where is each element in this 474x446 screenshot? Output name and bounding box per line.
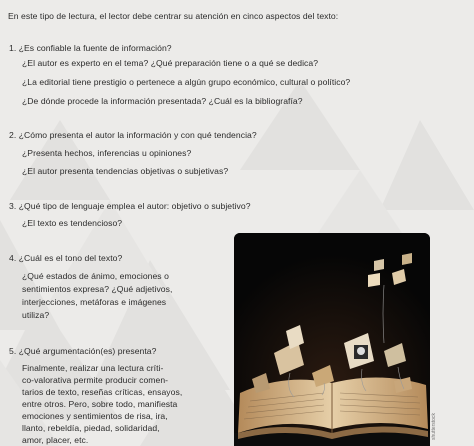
question-2-sub-1: ¿Presenta hechos, inferencias u opiniones? <box>22 148 192 158</box>
question-5-line-6: llanto, rebeldía, piedad, solidaridad, <box>22 423 160 433</box>
question-5-line-7: amor, placer, etc. <box>22 435 89 445</box>
question-5-line-2: co-valorativa permite producir comen- <box>22 375 169 385</box>
question-2-title: 2. ¿Cómo presenta el autor la información y con qué tendencia? <box>9 130 257 140</box>
question-4-line-4: utiliza? <box>22 310 50 320</box>
question-5-line-3: tarios de texto, reseñas críticas, ensayos, <box>22 387 183 397</box>
question-5-title: 5. ¿Qué argumentación(es) presenta? <box>9 346 157 356</box>
question-3-title: 3. ¿Qué tipo de lenguaje emplea el autor: objetivo o subjetivo? <box>9 201 251 211</box>
question-1-sub-2: ¿La editorial tiene prestigio o pertenece a algún grupo económico, cultural o político? <box>22 77 351 87</box>
question-5-line-4: entre otros. Pero, sobre todo, manifiesta <box>22 399 178 409</box>
question-1-sub-1: ¿El autor es experto en el tema? ¿Qué preparación tiene o a qué se dedica? <box>22 58 319 68</box>
open-book-photo <box>234 233 430 446</box>
question-5-line-1: Finalmente, realizar una lectura críti- <box>22 363 164 373</box>
question-5-line-5: emociones y sentimientos de risa, ira, <box>22 411 168 421</box>
question-1-sub-3: ¿De dónde procede la información presentada? ¿Cuál es la bibliografía? <box>22 96 303 106</box>
question-3-sub-1: ¿El texto es tendencioso? <box>22 218 123 228</box>
question-4-title: 4. ¿Cuál es el tono del texto? <box>9 253 123 263</box>
question-4-line-1: ¿Qué estados de ánimo, emociones o <box>22 271 169 281</box>
intro-text: En este tipo de lectura, el lector debe centrar su atención en cinco aspectos del texto: <box>8 11 339 21</box>
question-4-line-3: interjecciones, metáforas e imágenes <box>22 297 167 307</box>
question-1-title: 1. ¿Es confiable la fuente de información? <box>9 43 172 53</box>
open-book-illustration <box>234 233 430 446</box>
question-4-line-2: sentimientos expresa? ¿Qué adjetivos, <box>22 284 173 294</box>
book-right-page <box>332 377 428 429</box>
image-credit: shutterstock <box>431 413 437 440</box>
question-2-sub-2: ¿El autor presenta tendencias objetivas o subjetivas? <box>22 166 229 176</box>
